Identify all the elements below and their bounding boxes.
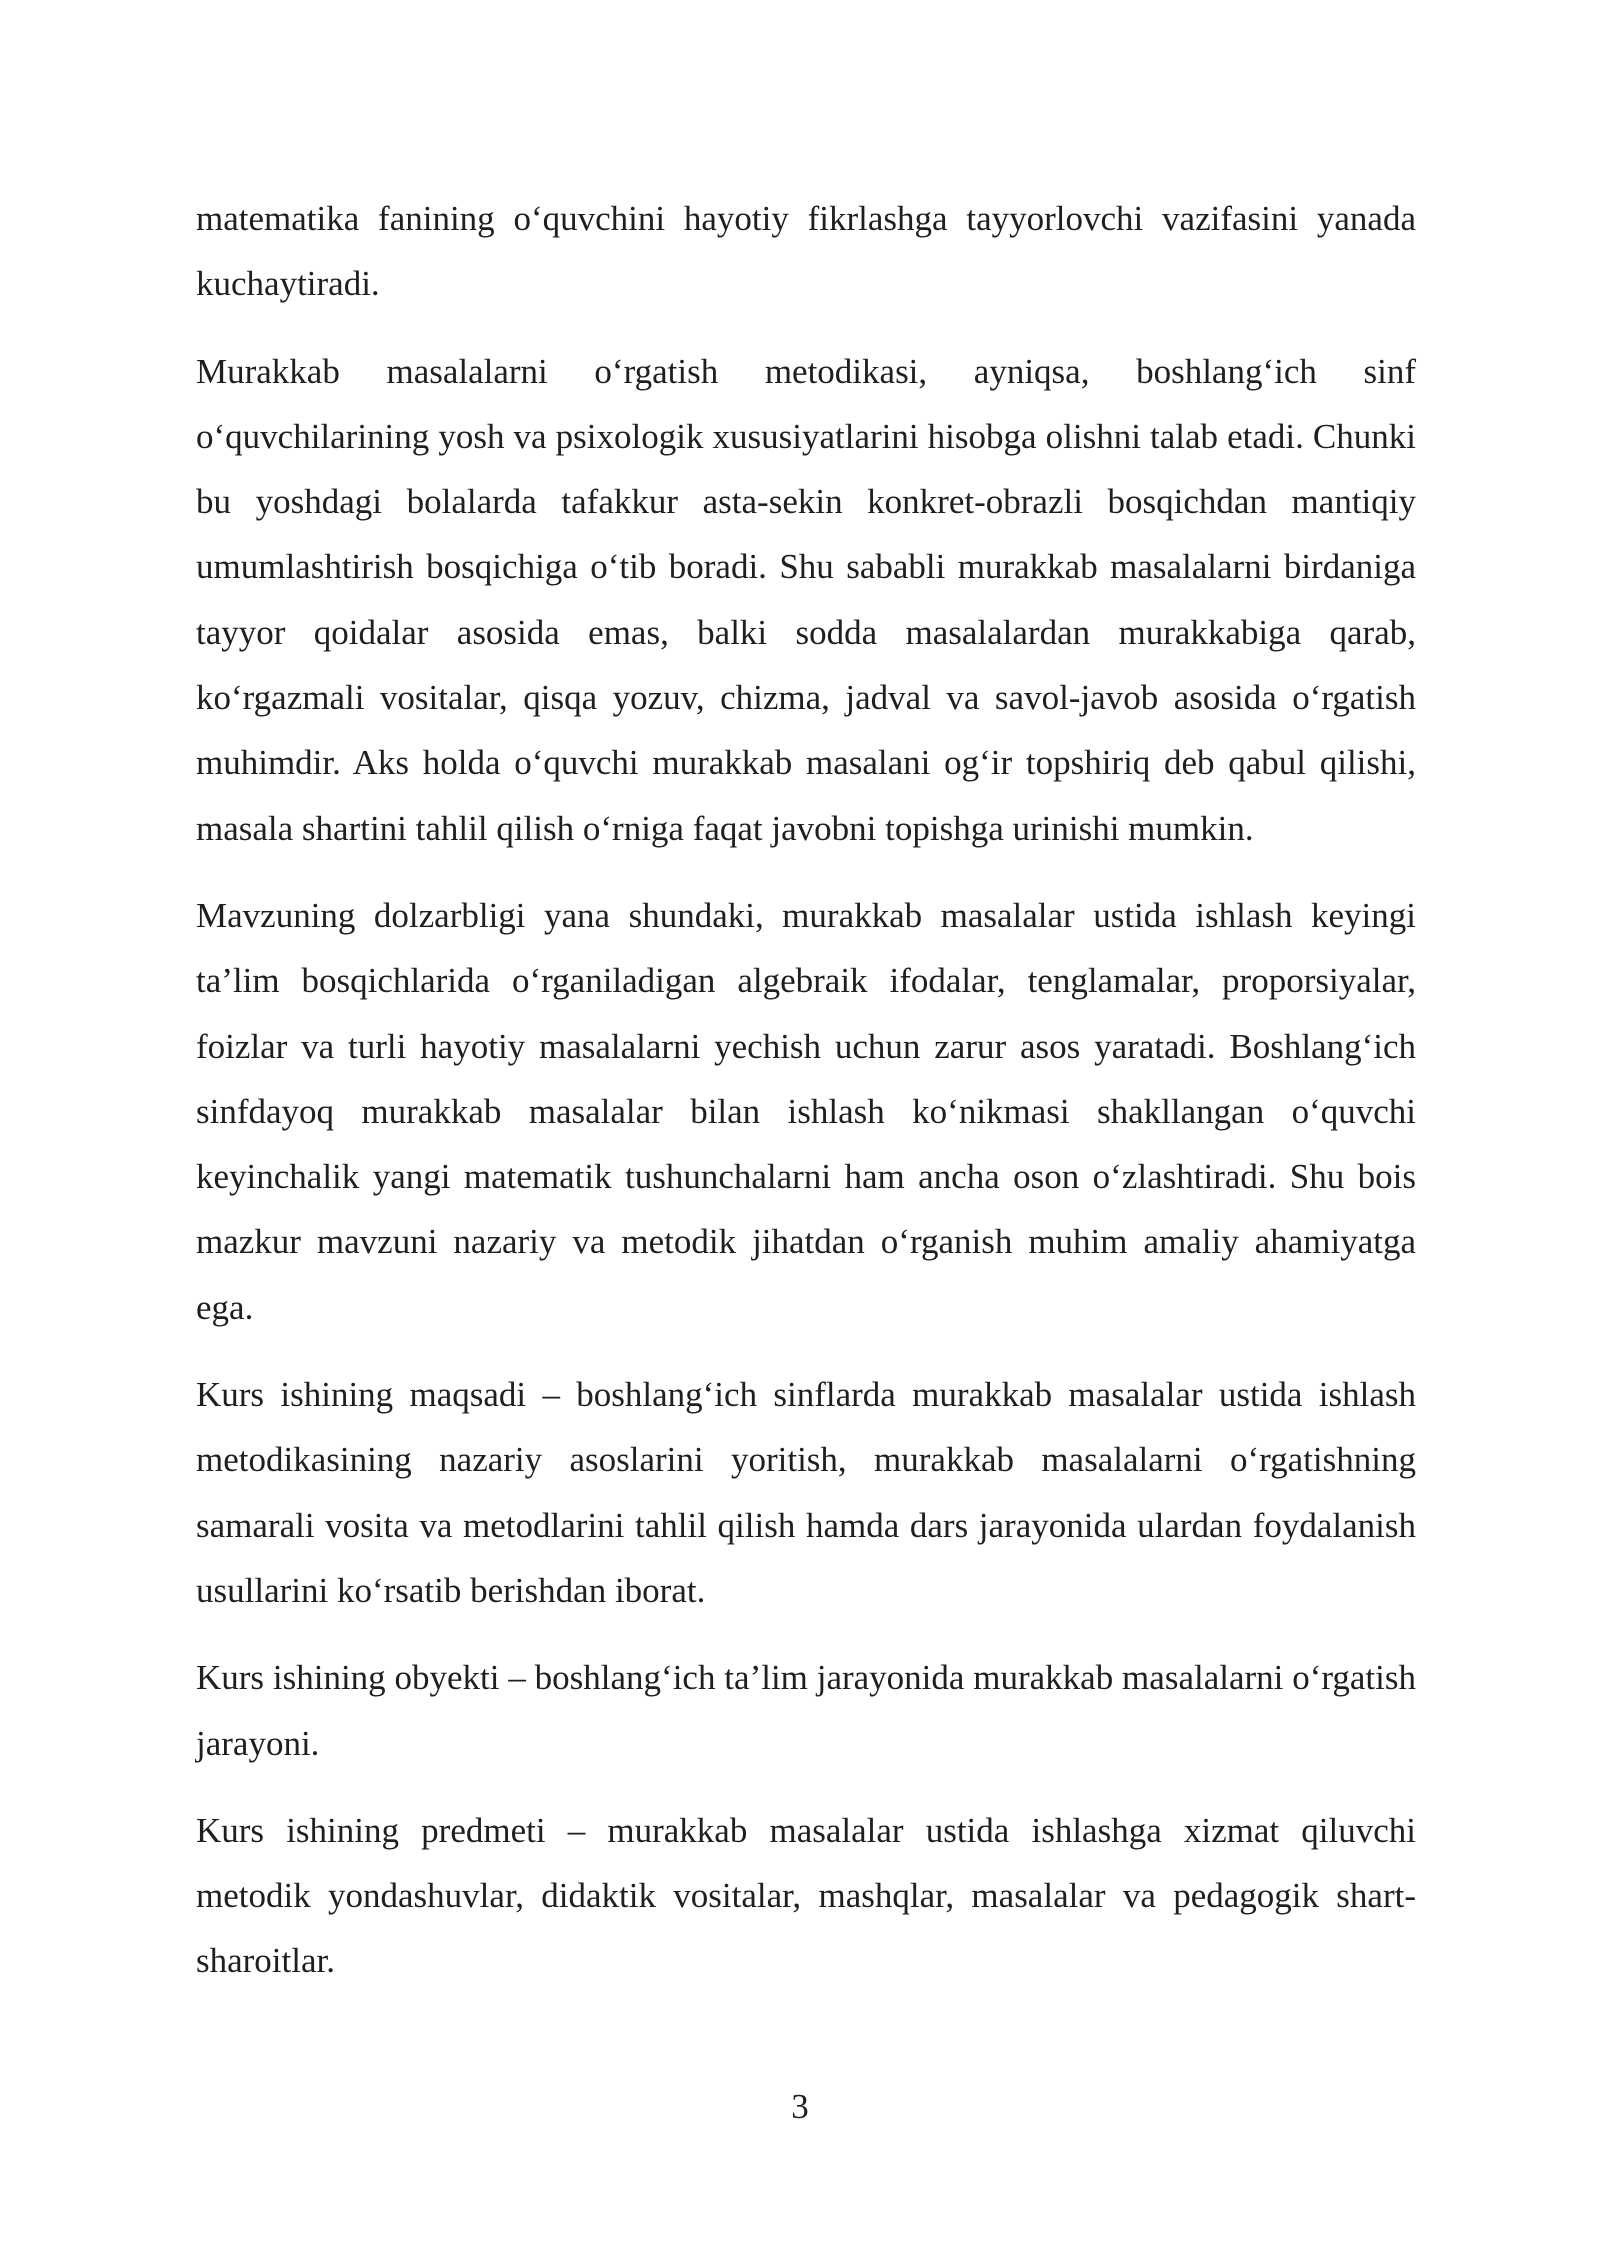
page-body (196, 186, 1416, 2016)
paragraph-subject: Kurs ishining predmeti – murakkab masalalar ustida ishlashga xizmat qiluvchi metodik yondashuvlar, didaktik vositalar, mashqlar, masalalar va pedagogik shart-sharoitlar. (196, 1810, 1416, 1981)
paragraph-relevance: Mavzuning dolzarbligi yana shundaki, murakkab masalalar ustida ishlash keyingi ta’lim bosqichlarida o‘rganiladigan algebraik ifodalar, tenglamalar, proporsiyalar, foizlar va turli hayotiy masalalarni yechish uchun zarur asos yaratadi. Boshlang‘ich sinfdayoq murakkab masalalar bilan ishlash ko‘nikmasi shakllangan o‘quvchi keyinchalik yangi matematik tushunchalarni ham ancha oson o‘zlashtiradi. Shu bois mazkur mavzuni nazariy va metodik jihatdan o‘rganish muhim amaliy ahamiyatga ega. (196, 895, 1416, 1327)
paragraph-goal: Kurs ishining maqsadi – boshlang‘ich sinflarda murakkab masalalar ustida ishlash metodikasining nazariy asoslarini yoritish, murakkab masalalarni o‘rgatishning samarali vosita va metodlarini tahlil qilish hamda dars jarayonida ulardan foydalanish usullarini ko‘rsatib berishdan iborat. (196, 1375, 1416, 1610)
paragraph-continuation: matematika fanining o‘quvchini hayotiy fikrlashga tayyorlovchi vazifasini yanada kuchaytiradi. (196, 199, 1416, 304)
paragraph-object: Kurs ishining obyekti – boshlang‘ich ta’lim jarayonida murakkab masalalarni o‘rgatish jarayoni. (196, 1658, 1416, 1763)
paragraph-methodology: Murakkab masalalarni o‘rgatish metodikasi, ayniqsa, boshlang‘ich sinf o‘quvchilarining yosh va psixologik xususiyatlarini hisobga olishni talab etadi. Chunki bu yoshdagi bolalarda tafakkur asta-sekin konkret-obrazli bosqichdan mantiqiy umumlashtirish bosqichiga o‘tib boradi. Shu sababli murakkab masalalarni birdaniga tayyor qoidalar asosida emas, balki sodda masalalardan murakkabiga qarab, ko‘rgazmali vositalar, qisqa yozuv, chizma, jadval va savol-javob asosida o‘rgatish muhimdir. Aks holda o‘quvchi murakkab masalani og‘ir topshiriq deb qabul qilishi, masala shartini tahlil qilish o‘rniga faqat javobni topishga urinishi mumkin. (196, 351, 1416, 848)
page-number: 3 (791, 2087, 809, 2126)
